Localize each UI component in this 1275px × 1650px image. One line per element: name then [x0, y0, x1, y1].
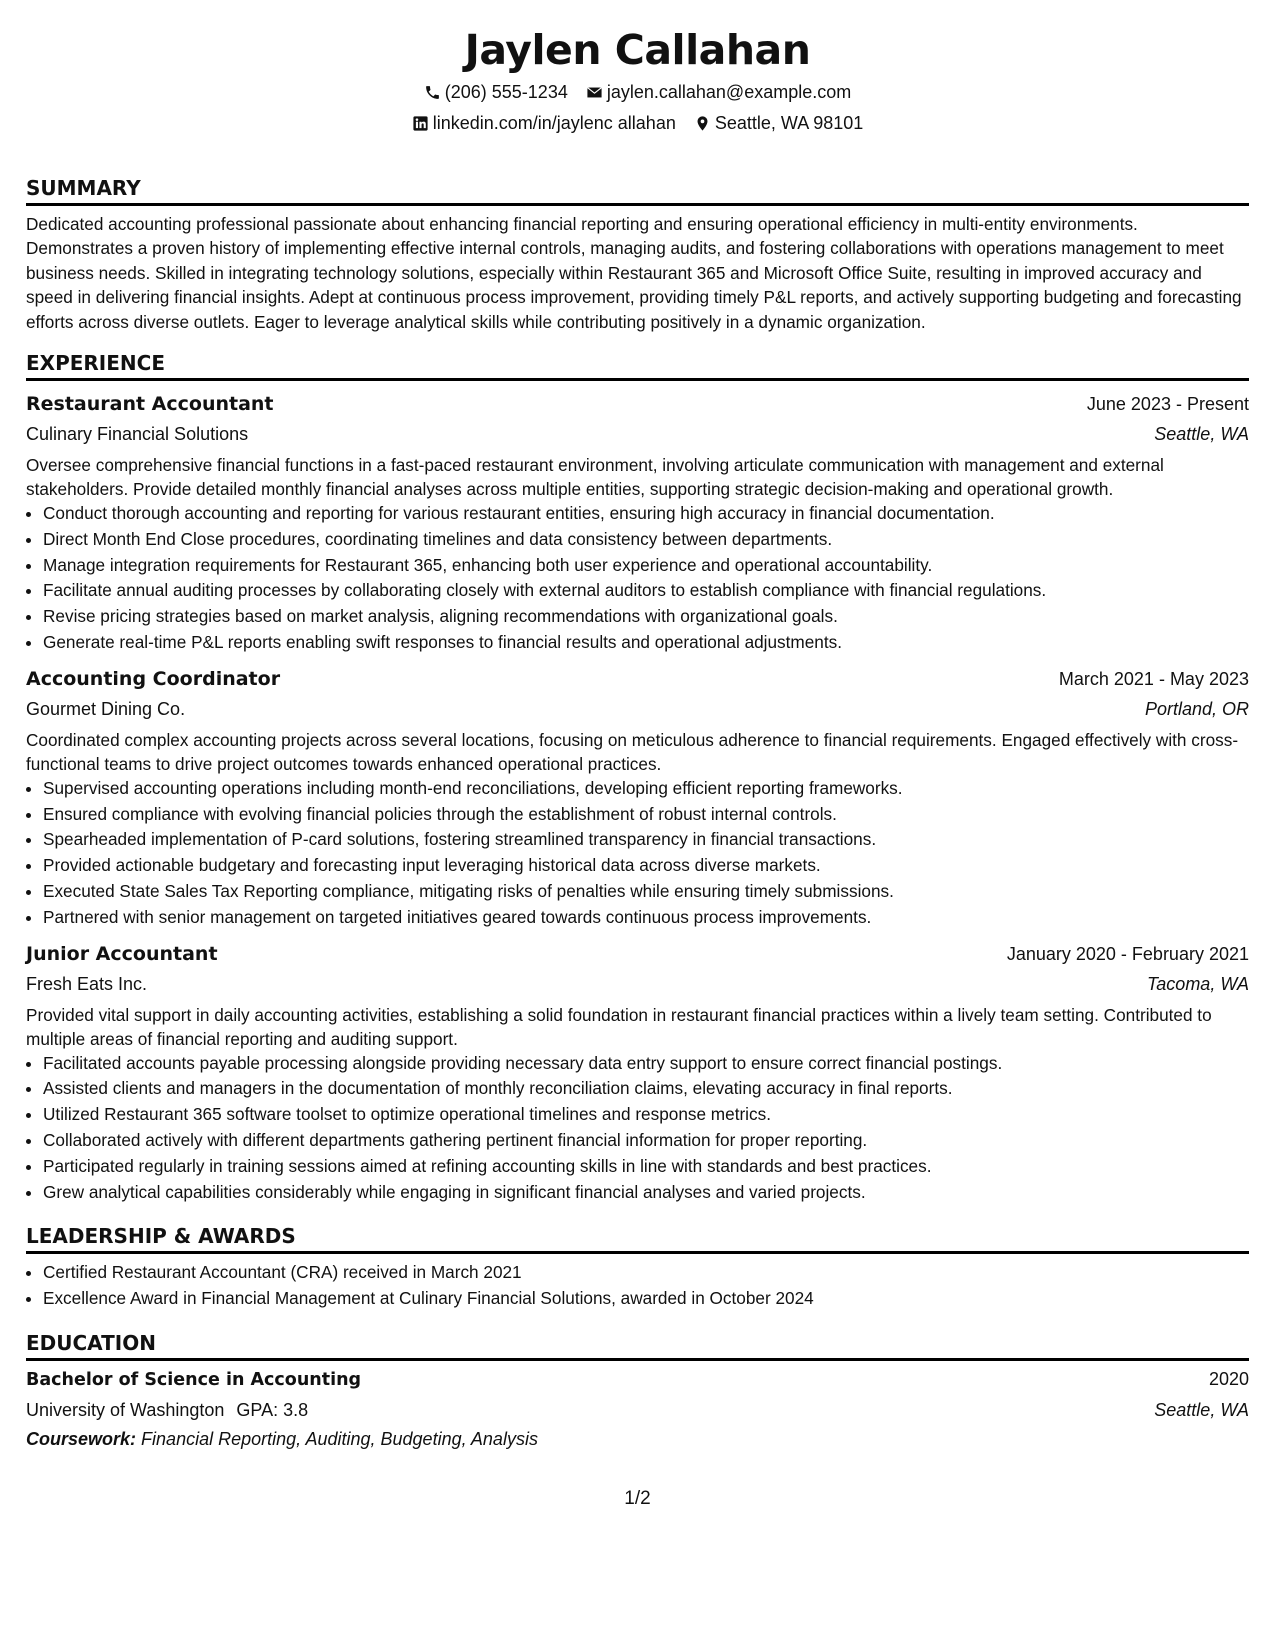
job-title: Junior Accountant [26, 942, 218, 965]
list-item: • Grew analytical capabilities considerably while engaging in significant financial analyses and varied projects. [43, 1180, 1249, 1206]
phone-contact[interactable] [424, 80, 568, 104]
job-description: Oversee comprehensive financial functions in a fast-paced restaurant environment, involving articulate communication with management and external stakeholders. Provide detailed monthly financial analyses across multiple entities, supporting strategic decision-making and operational growth. [26, 455, 1164, 500]
linkedin-icon [412, 115, 429, 132]
list-item: • Supervised accounting operations including month-end reconciliations, developing efficient reporting frameworks. [43, 776, 1249, 802]
list-item: • Facilitated accounts payable processing alongside providing necessary data entry support to ensure correct financial postings. [43, 1051, 1249, 1077]
section-title: EDUCATION [26, 1330, 1249, 1361]
location-text: Seattle, WA 98101 [714, 113, 864, 133]
list-item: • Utilized Restaurant 365 software toolset to optimize operational timelines and response metrics. [43, 1102, 1249, 1128]
list-item: • Direct Month End Close procedures, coordinating timelines and data consistency between departments. [43, 527, 1249, 553]
job-dates: June 2023 - Present [1086, 394, 1249, 415]
location-contact [694, 111, 863, 135]
resume-page [26, 0, 1249, 1454]
job-location: Seattle, WA [1154, 424, 1249, 445]
company-name: Culinary Financial Solutions [26, 424, 249, 445]
awards-section [26, 1223, 1249, 1312]
coursework [26, 1425, 1249, 1454]
list-item: • Certified Restaurant Accountant (CRA) received in March 2021 [43, 1260, 1249, 1286]
list-item: • Spearheaded implementation of P-card solutions, fostering streamlined transparency in financial transactions. [43, 827, 1249, 853]
gpa: GPA: 3.8 [236, 1399, 309, 1420]
candidate-name: Jaylen Callahan [464, 26, 811, 74]
job-dates: March 2021 - May 2023 [1058, 668, 1249, 689]
graduation-year: 2020 [1208, 1368, 1249, 1389]
email-text: jaylen.callahan@example.com [606, 82, 852, 102]
list-item: • Conduct thorough accounting and reporting for various restaurant entities, ensuring high accuracy in financial documentation. [43, 501, 1249, 527]
job-dates: January 2020 - February 2021 [1006, 943, 1249, 964]
job-description: Coordinated complex accounting projects across several locations, focusing on meticulous adherence to financial requirements. Engaged effectively with cross-functional teams to drive project outcomes towards enhanced operational practices. [26, 729, 1239, 774]
list-item: • Provided actionable budgetary and forecasting input leveraging historical data across diverse markets. [43, 853, 1249, 879]
job-location: Tacoma, WA [1146, 973, 1249, 994]
list-item: • Ensured compliance with evolving financial policies through the establishment of robust internal controls. [43, 802, 1249, 828]
job-location: Portland, OR [1144, 698, 1249, 719]
section-title: SUMMARY [26, 175, 1249, 206]
company-name: Gourmet Dining Co. [26, 698, 186, 719]
list-item: • Executed State Sales Tax Reporting compliance, mitigating risks of penalties while ensuring timely submissions. [43, 879, 1249, 905]
job-entry [26, 389, 1249, 656]
job-bullets [26, 501, 1249, 656]
list-item: • Partnered with senior management on targeted initiatives geared towards continuous process improvements. [43, 905, 1249, 931]
job-title: Restaurant Accountant [26, 393, 274, 416]
section-title: LEADERSHIP & AWARDS [26, 1223, 1249, 1254]
list-item: • Generate real-time P&L reports enabling swift responses to financial results and operational adjustments. [43, 630, 1249, 656]
job-entry [26, 939, 1249, 1206]
list-item: • Collaborated actively with different departments gathering pertinent financial information for proper reporting. [43, 1128, 1249, 1154]
summary-text: Dedicated accounting professional passionate about enhancing financial reporting and ensuring operational efficiency in multi-entity environments. Demonstrates a proven history of implementing effective internal controls, managing audits, and fostering collaborations with operations management to meet business needs. Skilled in integrating technology solutions, especially within Restaurant 365 and Microsoft Office Suite, resulting in improved accuracy and speed in delivering financial insights. Adept at continuous process improvement, providing timely P&L reports, and actively supporting budgeting and forecasting efforts across diverse outlets. Eager to leverage analytical skills while contributing positively in a dynamic organization. [26, 214, 1242, 332]
map-pin-icon [694, 115, 711, 132]
summary-section [26, 175, 1249, 334]
company-name: Fresh Eats Inc. [26, 973, 148, 994]
job-bullets [26, 776, 1249, 931]
job-bullets [26, 1051, 1249, 1206]
section-title: EXPERIENCE [26, 350, 1249, 381]
school-location: Seattle, WA [1154, 1399, 1249, 1420]
phone-icon [424, 84, 441, 101]
awards-list [26, 1260, 1249, 1312]
job-description: Provided vital support in daily accounting activities, establishing a solid foundation in restaurant financial practices within a lively team setting. Contributed to multiple areas of financial reporting and auditing support. [26, 1004, 1212, 1049]
coursework-list: Financial Reporting, Auditing, Budgeting, Analysis [141, 1428, 538, 1449]
linkedin-contact[interactable] [412, 111, 676, 135]
linkedin-text: linkedin.com/in/jaylenc allahan [432, 113, 676, 133]
list-item: • Revise pricing strategies based on market analysis, aligning recommendations with organizational goals. [43, 604, 1249, 630]
email-contact[interactable] [586, 80, 851, 104]
list-item: • Participated regularly in training sessions aimed at refining accounting skills in line with standards and best practices. [43, 1154, 1249, 1180]
envelope-icon [586, 84, 603, 101]
coursework-label: Coursework: [26, 1428, 137, 1449]
phone-text: (206) 555-1234 [444, 82, 568, 102]
list-item: • Manage integration requirements for Restaurant 365, enhancing both user experience and operational accountability. [43, 553, 1249, 579]
page-number: 1/2 [624, 1488, 651, 1509]
experience-section [26, 350, 1249, 1205]
list-item: • Facilitate annual auditing processes by collaborating closely with external auditors to establish compliance with financial regulations. [43, 578, 1249, 604]
job-entry [26, 664, 1249, 931]
contact-row-2 [26, 111, 1249, 135]
education-section [26, 1330, 1249, 1454]
school-name: University of Washington [26, 1399, 225, 1420]
degree-title: Bachelor of Science in Accounting [26, 1369, 362, 1390]
job-title: Accounting Coordinator [26, 667, 281, 690]
contact-row-1 [26, 80, 1249, 104]
list-item: • Excellence Award in Financial Management at Culinary Financial Solutions, awarded in October 2024 [43, 1286, 1249, 1312]
list-item: • Assisted clients and managers in the documentation of monthly reconciliation claims, elevating accuracy in final reports. [43, 1076, 1249, 1102]
